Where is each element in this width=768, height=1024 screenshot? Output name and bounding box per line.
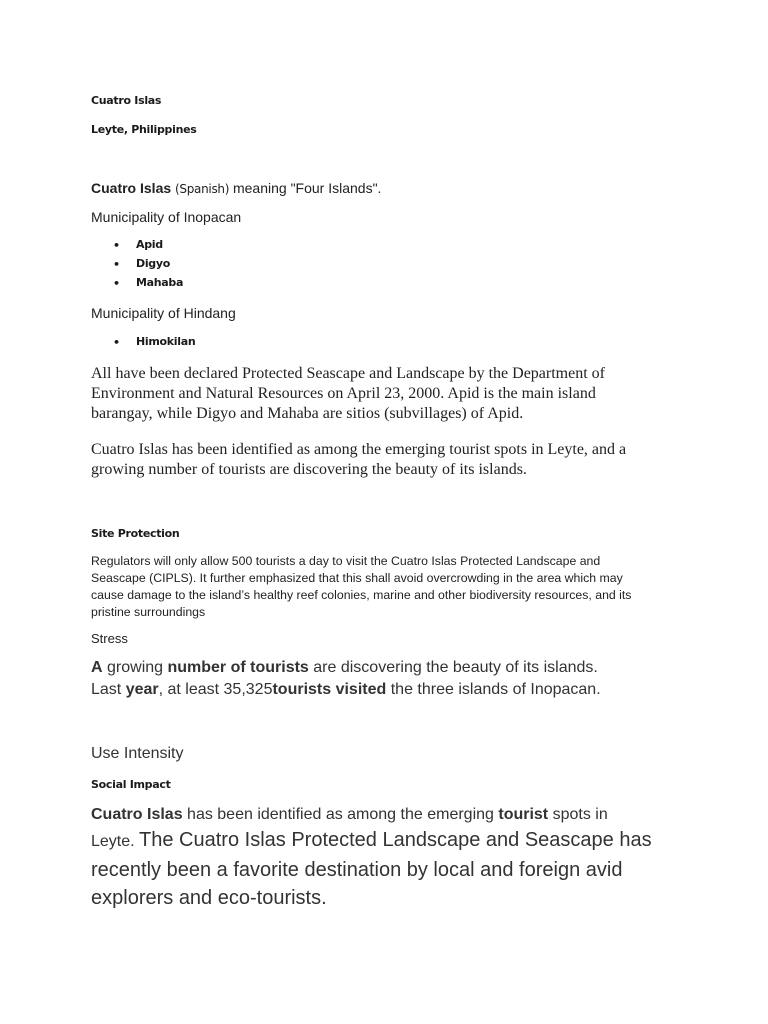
hindang-heading: Municipality of Hindang — [91, 305, 236, 321]
site-protection-heading: Site Protection — [91, 527, 180, 540]
stress-heading: Stress — [91, 631, 128, 646]
bullet-icon: • — [113, 336, 120, 349]
list-item: • Apid — [113, 238, 163, 252]
bullet-icon: • — [113, 239, 120, 252]
inopacan-heading: Municipality of Inopacan — [91, 209, 242, 225]
inopacan-list — [91, 238, 183, 295]
list-item: • Himokilan — [113, 335, 196, 349]
bullet-icon: • — [113, 258, 120, 271]
tourism-paragraph: Cuatro Islas has been identified as among the emerging tourist spots in Leyte, and a growing number of tourists are discovering the beauty of its islands. — [91, 441, 627, 478]
list-item: • Mahaba — [113, 276, 184, 290]
intro-lang: (Spanish) — [175, 182, 230, 196]
doc-location: Leyte, Philippines — [91, 123, 197, 136]
site-protection-paragraph: Regulators will only allow 500 tourists a day to visit the Cuatro Islas Protected Landscape and Seascape (CIPLS). It further emphasized that this shall avoid overcrowding in the area which may cause damage to the island’s healthy reef colonies, marine and other biodiversity resources, and its pristine surroundings — [91, 554, 632, 619]
bullet-icon: • — [113, 277, 120, 290]
stress-paragraph: A growing number of tourists are discovering the beauty of its islands. Last year, at least 35,325tourists visited the three islands of Inopacan. — [91, 659, 601, 698]
intro-name: Cuatro Islas — [91, 180, 172, 196]
protected-paragraph: All have been declared Protected Seascape and Landscape by the Department of Environment and Natural Resources on April 23, 2000. Apid is the main island barangay, while Digyo and Mahaba are sitios (subvillages) of Apid. — [91, 365, 605, 422]
use-intensity-heading: Use Intensity — [91, 745, 184, 762]
list-item: • Digyo — [113, 257, 171, 271]
social-impact-paragraph: Cuatro Islas has been identified as among the emerging tourist spots in Leyte. The Cuatro Islas Protected Landscape and Seascape has recently been a favorite destination by local and foreign avid explorers and eco-tourists. — [91, 806, 652, 909]
intro-line — [91, 180, 381, 196]
doc-title: Cuatro Islas — [91, 94, 162, 107]
intro-meaning: meaning "Four Islands". — [229, 180, 382, 196]
hindang-list — [91, 335, 195, 354]
social-impact-heading: Social Impact — [91, 778, 171, 791]
